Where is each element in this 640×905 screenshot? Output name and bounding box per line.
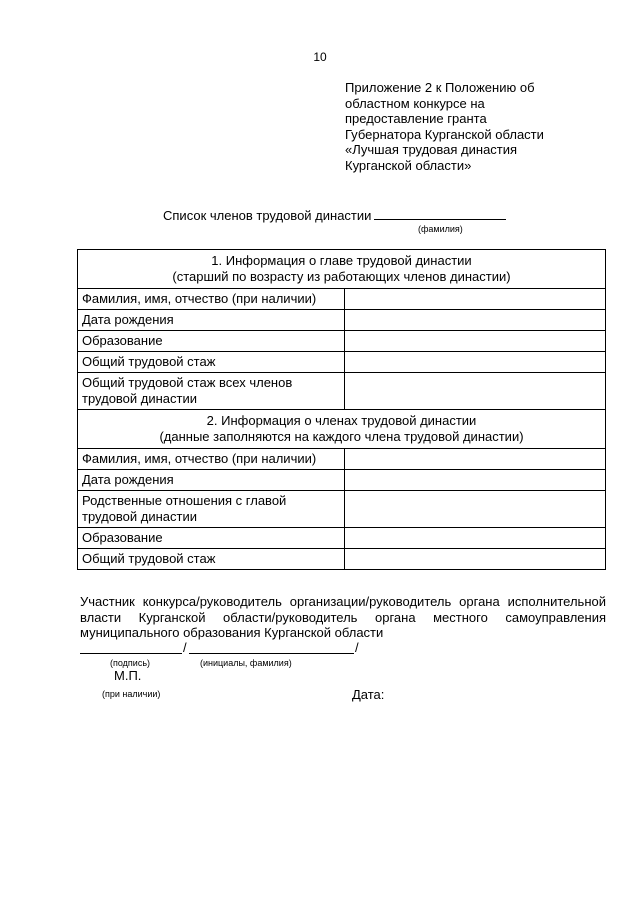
date-label: Дата: xyxy=(352,687,385,702)
row-label: Общий трудовой стаж xyxy=(78,549,345,570)
table-row xyxy=(78,449,606,470)
name-hint: (инициалы, фамилия) xyxy=(200,658,292,668)
appendix-line: «Лучшая трудовая династия xyxy=(345,142,518,158)
row-label: Фамилия, имя, отчество (при наличии) xyxy=(78,449,345,470)
appendix-line: областном конкурсе на xyxy=(345,95,485,111)
row-label: Фамилия, имя, отчество (при наличии) xyxy=(78,289,345,310)
list-title xyxy=(163,207,506,223)
row-label: Родственные отношения с главой трудовой династии xyxy=(78,491,345,528)
signature-hint: (подпись) xyxy=(110,658,151,668)
appendix-line: Губернатора Курганской области xyxy=(345,126,544,142)
row-label: Общий трудовой стаж всех членов трудовой династии xyxy=(78,373,345,410)
row-value-cell[interactable] xyxy=(345,373,606,410)
row-value-cell[interactable] xyxy=(345,449,606,470)
section1-title: 1. Информация о главе трудовой династии xyxy=(211,253,472,268)
signature-blank-line[interactable] xyxy=(80,641,182,654)
row-value-cell[interactable] xyxy=(345,289,606,310)
section2-header xyxy=(78,410,606,449)
row-label: Общий трудовой стаж xyxy=(78,352,345,373)
row-value-cell[interactable] xyxy=(345,331,606,352)
slash-separator: / xyxy=(355,640,359,655)
row-label: Дата рождения xyxy=(78,310,345,331)
table-row xyxy=(78,373,606,410)
stamp-hint: (при наличии) xyxy=(102,689,161,699)
table-row xyxy=(78,549,606,570)
table-row xyxy=(78,310,606,331)
row-value-cell[interactable] xyxy=(345,528,606,549)
slash-separator: / xyxy=(183,640,187,655)
row-label: Образование xyxy=(78,331,345,352)
row-value-cell[interactable] xyxy=(345,470,606,491)
row-value-cell[interactable] xyxy=(345,491,606,528)
list-title-text: Список членов трудовой династии xyxy=(163,208,372,223)
row-value-cell[interactable] xyxy=(345,310,606,331)
appendix-header xyxy=(345,80,615,174)
appendix-line: Приложение 2 к Положению об xyxy=(345,80,535,95)
table-row xyxy=(78,528,606,549)
table-row xyxy=(78,470,606,491)
row-label: Дата рождения xyxy=(78,470,345,491)
section2-title: 2. Информация о членах трудовой династии xyxy=(206,413,477,428)
surname-blank-line[interactable] xyxy=(374,207,506,220)
name-blank-line[interactable] xyxy=(189,641,354,654)
stamp-label: М.П. xyxy=(114,668,142,683)
table-row xyxy=(78,352,606,373)
table-row xyxy=(78,289,606,310)
row-label: Образование xyxy=(78,528,345,549)
section2-subtitle: (данные заполняются на каждого члена трудовой династии) xyxy=(159,429,524,444)
appendix-line: Курганской области» xyxy=(345,157,472,173)
row-value-cell[interactable] xyxy=(345,549,606,570)
table-row xyxy=(78,491,606,528)
section1-subtitle: (старший по возрасту из работающих членов династии) xyxy=(172,269,511,284)
row-value-cell[interactable] xyxy=(345,352,606,373)
dynasty-form-table xyxy=(77,249,606,570)
table-row xyxy=(78,331,606,352)
appendix-line: предоставление гранта xyxy=(345,111,487,127)
page-number: 10 xyxy=(313,50,327,64)
signatory-description: Участник конкурса/руководитель организации/руководитель органа исполнительной власти Курганской области/руководитель органа местного самоуправления муниципального образования Курганской области xyxy=(80,594,606,641)
surname-hint: (фамилия) xyxy=(418,224,463,234)
section1-header xyxy=(78,250,606,289)
